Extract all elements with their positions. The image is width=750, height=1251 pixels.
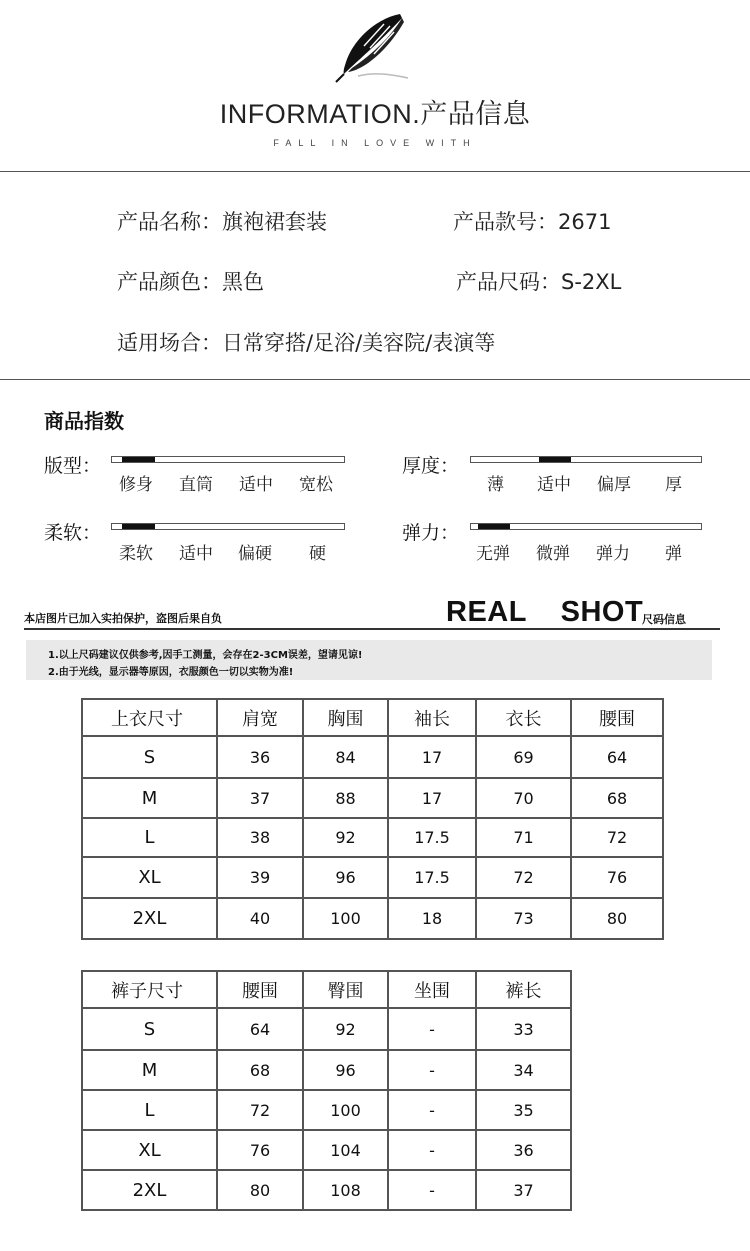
product-size-range: 产品尺码：S-2XL: [456, 270, 622, 294]
table-header-cell: 衣长: [476, 699, 571, 736]
table-cell: S: [82, 1008, 217, 1050]
product-style-no: 产品款号：2671: [453, 210, 612, 234]
table-row: [82, 898, 663, 939]
table-cell: 76: [217, 1130, 303, 1170]
page-title: INFORMATION.产品信息: [219, 99, 531, 129]
table-cell: 100: [303, 1090, 388, 1130]
table-cell: 96: [303, 857, 388, 898]
softness-tick: 柔软: [119, 544, 153, 564]
table-cell: 80: [217, 1170, 303, 1210]
thickness-scale-marker: [539, 457, 571, 462]
real-shot-divider: [24, 628, 720, 630]
softness-scale-bar: [111, 523, 345, 530]
table-cell: XL: [82, 1130, 217, 1170]
product-name: 产品名称：旗袍裙套装: [117, 210, 327, 234]
thickness-tick: 厚: [665, 475, 682, 495]
table-cell: -: [388, 1170, 476, 1210]
table-cell: 40: [217, 898, 303, 939]
top-size-table: [81, 698, 664, 940]
table-header-cell: 肩宽: [217, 699, 303, 736]
size-info-label: 尺码信息: [642, 613, 686, 626]
table-cell: -: [388, 1130, 476, 1170]
table-header-cell: 裤长: [476, 971, 571, 1008]
table-cell: 96: [303, 1050, 388, 1090]
table-cell: 108: [303, 1170, 388, 1210]
thickness-tick: 薄: [487, 475, 504, 495]
table-cell: 104: [303, 1130, 388, 1170]
note-2: 2.由于光线，显示器等原因，衣服颜色一切以实物为准!: [48, 667, 294, 678]
table-cell: 36: [217, 736, 303, 778]
fit-scale-bar: [111, 456, 345, 463]
table-row: [82, 736, 663, 778]
table-cell: 2XL: [82, 898, 217, 939]
fit-tick: 直筒: [179, 475, 213, 495]
table-cell: 92: [303, 818, 388, 857]
table-cell: 70: [476, 778, 571, 818]
pants-size-table: [81, 970, 572, 1211]
table-header-cell: 坐围: [388, 971, 476, 1008]
elasticity-tick: 弹: [665, 544, 682, 564]
index-title: 商品指数: [44, 409, 124, 433]
table-cell: 72: [217, 1090, 303, 1130]
softness-scale-marker: [122, 524, 155, 529]
table-cell: 84: [303, 736, 388, 778]
fit-label: 版型：: [44, 455, 102, 477]
table-header-cell: 裤子尺寸: [82, 971, 217, 1008]
table-cell: 18: [388, 898, 476, 939]
table-cell: 2XL: [82, 1170, 217, 1210]
softness-tick: 适中: [179, 544, 213, 564]
elasticity-scale-bar: [470, 523, 702, 530]
table-header-row: [82, 699, 663, 736]
table-cell: 92: [303, 1008, 388, 1050]
table-row: [82, 1050, 571, 1090]
table-cell: 68: [571, 778, 663, 818]
table-cell: 17: [388, 736, 476, 778]
table-header-cell: 腰围: [571, 699, 663, 736]
fit-tick: 适中: [239, 475, 273, 495]
table-cell: 100: [303, 898, 388, 939]
table-cell: 71: [476, 818, 571, 857]
table-cell: 17.5: [388, 857, 476, 898]
table-cell: 38: [217, 818, 303, 857]
fit-tick: 宽松: [299, 475, 333, 495]
feather-quill-logo: [330, 12, 420, 84]
table-row: [82, 778, 663, 818]
table-cell: 64: [217, 1008, 303, 1050]
table-header-cell: 胸围: [303, 699, 388, 736]
table-row: [82, 1170, 571, 1210]
divider-middle: [0, 379, 750, 380]
table-cell: L: [82, 1090, 217, 1130]
elasticity-scale-marker: [478, 524, 510, 529]
elasticity-tick: 微弹: [536, 544, 570, 564]
table-cell: 35: [476, 1090, 571, 1130]
divider-top: [0, 171, 750, 172]
thickness-tick: 偏厚: [597, 475, 631, 495]
elasticity-label: 弹力：: [402, 522, 460, 544]
copyright-notice: 本店图片已加入实拍保护，盗图后果自负: [24, 612, 222, 625]
table-cell: M: [82, 778, 217, 818]
table-header-row: [82, 971, 571, 1008]
fit-tick: 修身: [119, 475, 153, 495]
table-cell: 72: [571, 818, 663, 857]
table-cell: 17.5: [388, 818, 476, 857]
product-usage: 适用场合：日常穿搭/足浴/美容院/表演等: [117, 331, 496, 355]
table-cell: XL: [82, 857, 217, 898]
table-cell: M: [82, 1050, 217, 1090]
softness-tick: 硬: [309, 544, 326, 564]
table-cell: -: [388, 1008, 476, 1050]
table-header-cell: 上衣尺寸: [82, 699, 217, 736]
table-cell: S: [82, 736, 217, 778]
table-cell: 34: [476, 1050, 571, 1090]
table-cell: L: [82, 818, 217, 857]
table-cell: 73: [476, 898, 571, 939]
page-subtitle: FALL IN LOVE WITH: [273, 138, 477, 148]
softness-tick: 偏硬: [238, 544, 272, 564]
notes-box: [26, 640, 712, 680]
table-cell: 37: [476, 1170, 571, 1210]
table-row: [82, 1008, 571, 1050]
table-cell: 64: [571, 736, 663, 778]
note-1: 1.以上尺码建议仅供参考,因手工测量，会存在2-3CM误差，望请见谅!: [48, 650, 363, 661]
table-cell: 36: [476, 1130, 571, 1170]
table-cell: 76: [571, 857, 663, 898]
table-cell: 80: [571, 898, 663, 939]
elasticity-tick: 弹力: [596, 544, 630, 564]
table-cell: 88: [303, 778, 388, 818]
table-cell: 72: [476, 857, 571, 898]
table-cell: 17: [388, 778, 476, 818]
thickness-tick: 适中: [537, 475, 571, 495]
table-header-cell: 臀围: [303, 971, 388, 1008]
table-row: [82, 1130, 571, 1170]
thickness-scale-bar: [470, 456, 702, 463]
thickness-label: 厚度：: [402, 455, 460, 477]
table-cell: 33: [476, 1008, 571, 1050]
table-header-cell: 腰围: [217, 971, 303, 1008]
table-cell: 39: [217, 857, 303, 898]
table-cell: 37: [217, 778, 303, 818]
product-color: 产品颜色：黑色: [117, 270, 264, 294]
table-cell: 69: [476, 736, 571, 778]
table-cell: 68: [217, 1050, 303, 1090]
fit-scale-marker: [122, 457, 155, 462]
table-cell: -: [388, 1090, 476, 1130]
real-shot-title: REAL SHOT: [446, 596, 644, 628]
table-row: [82, 1090, 571, 1130]
softness-label: 柔软：: [44, 522, 102, 544]
table-row: [82, 818, 663, 857]
table-header-cell: 袖长: [388, 699, 476, 736]
table-row: [82, 857, 663, 898]
table-cell: -: [388, 1050, 476, 1090]
elasticity-tick: 无弹: [476, 544, 510, 564]
